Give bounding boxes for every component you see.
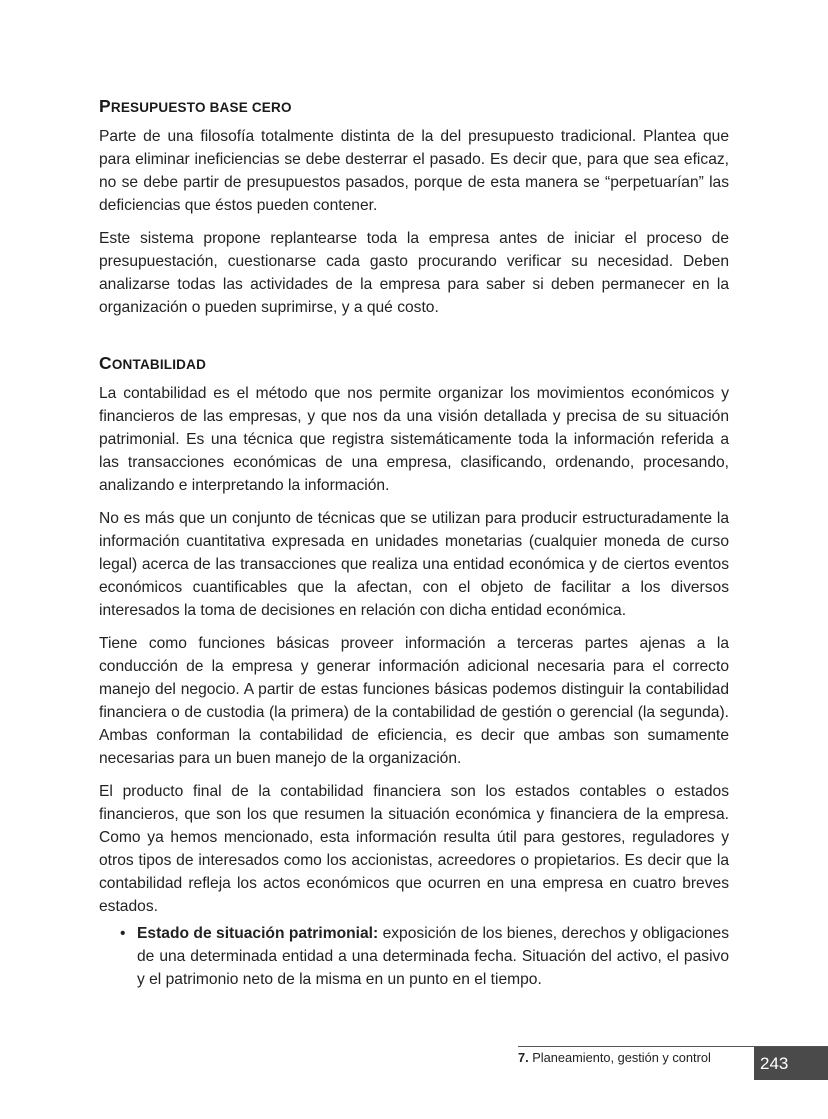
paragraph: El producto final de la contabilidad financiera son los estados contables o estados financieros, que son los que resumen la situación económica y financiera de la empresa. Como ya hemos mencionado, esta información resulta útil para gestores, reguladores y otros tipos de interesados como los accionistas, acreedores o propietarios. Es decir que la contabilidad refleja los actos económicos que ocurren en una empresa en cuatro breves estados. [99,783,729,915]
footer-chapter-number: 7. [518,1050,529,1065]
paragraph: Este sistema propone replantearse toda la empresa antes de iniciar el proceso de presupuestación, cuestionarse cada gasto procurando verificar su necesidad. Deben analizarse todas las actividades de la empresa para saber si deben permanecer en la organización o pueden suprimirse, y a qué costo. [99,230,729,316]
bullet-text: exposición de los bienes, derechos y obligaciones de una determinada entidad a una determinada fecha. Situación del activo, el pasivo y el patrimonio neto de la misma en un punto en el tiempo. [137,925,730,988]
footer-chapter-title: Planeamiento, gestión y control [528,1050,711,1065]
page-number: 243 [754,1047,828,1080]
footer-chapter [518,1050,711,1065]
page-content [99,96,729,991]
page-footer [518,1046,828,1080]
section-spacer [99,329,729,353]
section-heading-presupuesto: PRESUPUESTO BASE CERO [99,96,292,116]
paragraph: Tiene como funciones básicas proveer información a terceras partes ajenas a la conducción de la empresa y generar información adicional necesaria para el correcto manejo del negocio. A partir de estas funciones básicas podemos distinguir la contabilidad financiera o de custodia (la primera) de la contabilidad de gestión o gerencial (la segunda). Ambas conforman la contabilidad de eficiencia, es decir que ambas son sumamente necesarias para un buen manejo de la organización. [99,635,729,767]
bullet-list [99,922,729,991]
paragraph: Parte de una filosofía totalmente distinta de la del presupuesto tradicional. Plantea que para eliminar ineficiencias se debe desterrar el pasado. Es decir que, para que sea eficaz, no se debe partir de presupuestos pasados, porque de esta manera se “perpetuarían” las deficiencias que éstos pueden contener. [99,128,729,214]
paragraph: La contabilidad es el método que nos permite organizar los movimientos económicos y financieros de las empresas, y que nos da una visión detallada y precisa de su situación patrimonial. Es una técnica que registra sistemáticamente toda la información referida a las transacciones económicas de una empresa, clasificando, ordenando, procesando, analizando e interpretando la información. [99,385,729,494]
bullet-icon: • [120,925,126,942]
paragraph: No es más que un conjunto de técnicas que se utilizan para producir estructuradamente la información cuantitativa expresada en unidades monetarias (cualquier moneda de curso legal) acerca de las transacciones que realiza una entidad económica y de ciertos eventos económicos cuantificables que la afectan, con el objeto de facilitar a los diversos interesados la toma de decisiones en relación con dicha entidad económica. [99,510,729,619]
list-item [99,922,729,991]
section-heading-contabilidad: CONTABILIDAD [99,353,207,373]
bullet-term: Estado de situación patrimonial: [137,925,379,942]
